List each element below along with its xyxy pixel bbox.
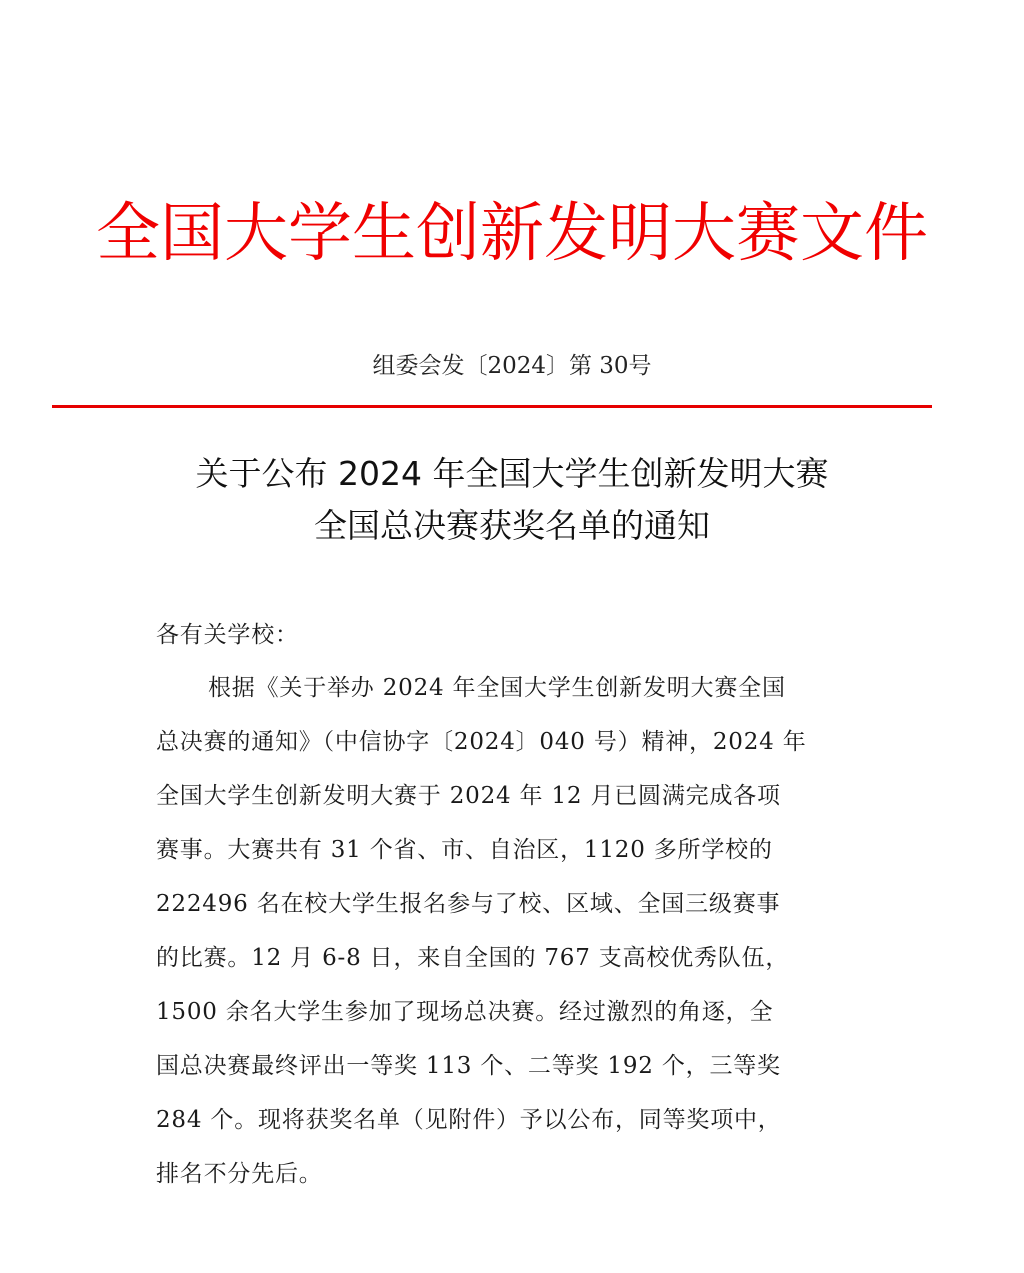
body-line-2: 总决赛的通知》（中信协字〔2024〕040 号）精神，2024 年 <box>156 729 807 755</box>
document-number: 组委会发〔2024〕第 30号 <box>372 353 652 379</box>
body-line-6: 的比赛。12 月 6-8 日，来自全国的 767 支高校优秀队伍， <box>156 945 790 971</box>
body-line-1: 根据《关于举办 2024 年全国大学生创新发明大赛全国 <box>208 675 786 701</box>
body-line-10: 排名不分先后。 <box>156 1161 323 1187</box>
body-line-8: 国总决赛最终评出一等奖 113 个、二等奖 192 个，三等奖 <box>156 1053 781 1079</box>
body-line-3: 全国大学生创新发明大赛于 2024 年 12 月已圆满完成各项 <box>156 783 781 809</box>
notice-title-line-2: 全国总决赛获奖名单的通知 <box>314 506 710 545</box>
red-divider-line <box>52 405 932 408</box>
body-line-9: 284 个。现将获奖名单（见附件）予以公布，同等奖项中， <box>156 1107 782 1133</box>
body-line-4: 赛事。大赛共有 31 个省、市、自治区，1120 多所学校的 <box>156 837 773 863</box>
masthead-title: 全国大学生创新发明大赛文件 <box>96 197 928 271</box>
notice-title-line-1: 关于公布 2024 年全国大学生创新发明大赛 <box>195 454 829 493</box>
body-line-5: 222496 名在校大学生报名参与了校、区域、全国三级赛事 <box>156 891 781 917</box>
salutation: 各有关学校： <box>156 622 299 648</box>
body-line-7: 1500 余名大学生参加了现场总决赛。经过激烈的角逐，全 <box>156 999 774 1025</box>
